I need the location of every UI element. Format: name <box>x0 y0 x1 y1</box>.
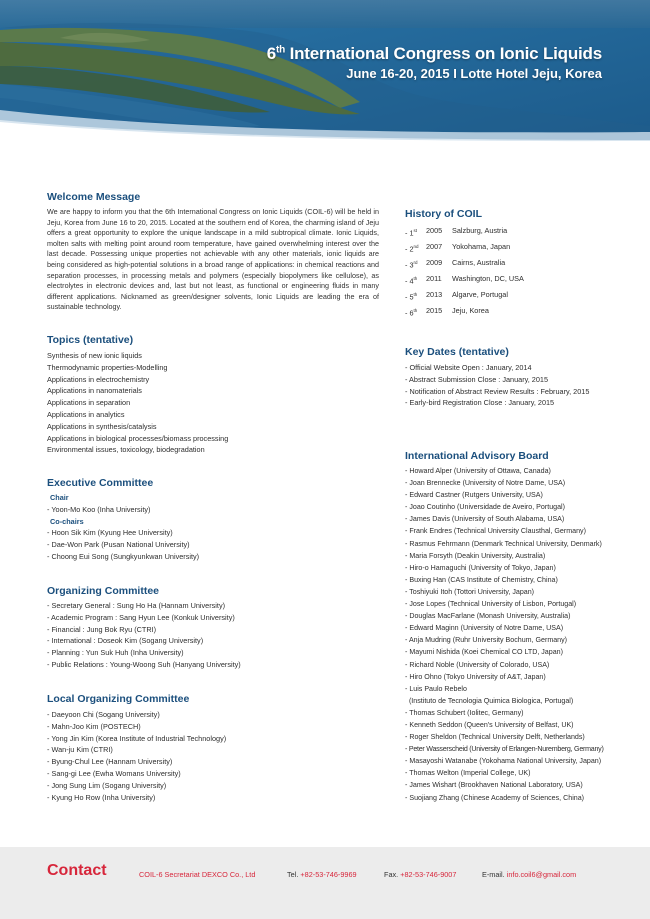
advisory-member: - Edward Maginn (University of Notre Dame, USA) <box>405 624 564 633</box>
organizing-title: Organizing Committee <box>47 585 160 597</box>
advisory-member: - Masayoshi Watanabe (Yokohama National University, Japan) <box>405 757 602 766</box>
topic-item: Applications in electrochemistry <box>47 374 150 384</box>
advisory-member: - Rasmus Fehrmann (Denmark Technical University, Denmark) <box>405 539 602 548</box>
topic-item: Synthesis of new ionic liquids <box>47 351 142 360</box>
executive-list <box>47 492 199 563</box>
history-row: - 1st 2005 Salzburg, Austria <box>405 226 508 238</box>
advisory-member: - Kenneth Seddon (Queen's University of Belfast, UK) <box>405 720 574 729</box>
key-dates-title: Key Dates (tentative) <box>405 346 509 358</box>
organizing-list <box>47 600 241 671</box>
congress-date-venue: June 16-20, 2015 I Lotte Hotel Jeju, Korea <box>346 66 602 81</box>
committee-member: - Yong Jin Kim (Korea Institute of Industrial Technology) <box>47 733 227 743</box>
advisory-member: - Joan Brennecke (University of Notre Dame, USA) <box>405 479 566 488</box>
key-date-item: - Abstract Submission Close : January, 2015 <box>405 374 549 384</box>
topic-item: Applications in biological processes/biomass processing <box>47 433 229 443</box>
advisory-member: - Frank Endres (Technical University Clausthal, Germany) <box>405 527 586 536</box>
advisory-member: - Peter Wasserscheid (University of Erlangen-Nuremberg, Germany) <box>405 745 604 754</box>
key-date-item: - Early-bird Registration Close : January, 2015 <box>405 398 555 408</box>
contact-title: Contact <box>47 862 107 879</box>
advisory-member: - Thomas Welton (Imperial College, UK) <box>405 769 531 778</box>
history-list <box>405 224 524 320</box>
topic-item: Applications in analytics <box>47 409 125 419</box>
advisory-member: - Toshiyuki Itoh (Tottori University, Japan) <box>405 587 535 596</box>
topic-item: Applications in separation <box>47 398 131 408</box>
advisory-member: - Mayumi Nishida (Koei Chemical CO LTD, Japan) <box>405 648 563 657</box>
fax-number: +82-53-746-9007 <box>400 870 457 879</box>
welcome-title: Welcome Message <box>47 191 141 203</box>
fax: Fax. +82-53-746-9007 <box>384 870 457 879</box>
topic-item: Applications in synthesis/catalysis <box>47 421 157 431</box>
advisory-member: - Edward Castner (Rutgers University, USA) <box>405 491 543 500</box>
congress-title: 6th International Congress on Ionic Liquids <box>266 44 602 63</box>
topic-item: Environmental issues, toxicology, biodegradation <box>47 445 205 455</box>
history-row: - 5th 2013 Algarve, Portugal <box>405 290 508 302</box>
key-date-item: - Notification of Abstract Review Results : February, 2015 <box>405 386 590 396</box>
topic-item: Applications in nanomaterials <box>47 386 142 396</box>
history-row: - 3rd 2009 Cairns, Australia <box>405 258 506 270</box>
topics-list <box>47 350 228 456</box>
local-list <box>47 709 226 803</box>
committee-member: - Academic Program : Sang Hyun Lee (Konkuk University) <box>47 612 235 622</box>
committee-member: - Daeyoon Chi (Sogang University) <box>47 710 160 719</box>
advisory-member: - James Davis (University of South Alabama, USA) <box>405 515 565 524</box>
advisory-member: - Maria Forsyth (Deakin University, Australia) <box>405 551 546 560</box>
welcome-text: We are happy to inform you that the 6th International Congress on Ionic Liquids (COIL-6) will be held in Jeju, Korea from June 16 to 20, 2015. Located at the southern end of Korea, the charming island of Jeju offers a great opportunity to explore the unique landscape in a mild subtropical climate. Ionic Liquids, molten salts with melting point around room temperature, have gained overwhelming interest over the last decade. Possessing unique properties not achievable with any other materials, ionic liquids are being considered as high-potential solutions in a broad range of applications: in chemical reactions and separation processes, in processing metals and polymers (especially biopolymers like cellulose), as electrolytes in electronic devices and, last but not least, as functional or engineering fluids in many different applications. Nicknamed as green/designer solvents, Ionic Liquids are leading the era of sustainable technology. <box>47 207 379 312</box>
advisory-member: - Howard Alper (University of Ottawa, Canada) <box>405 467 551 475</box>
phone: Tel. +82-53-746-9969 <box>287 870 357 879</box>
committee-member: - Jong Sung Lim (Sogang University) <box>47 780 167 790</box>
committee-member: - Hoon Sik Kim (Kyung Hee University) <box>47 528 173 538</box>
advisory-member: - Hiro Ohno (Tokyo University of A&T, Japan) <box>405 672 546 681</box>
advisory-member: - Luis Paulo Rebelo <box>405 684 467 693</box>
email-link[interactable]: info.coil6@gmail.com <box>506 870 577 879</box>
committee-member: - Yoon-Mo Koo (Inha University) <box>47 504 151 514</box>
advisory-member: - Jose Lopes (Technical University of Lisbon, Portugal) <box>405 600 577 609</box>
history-title: History of COIL <box>405 208 483 220</box>
committee-member: - Sang-gi Lee (Ewha Womans University) <box>47 768 181 778</box>
committee-member: - Mahn-Joo Kim (POSTECH) <box>47 721 141 731</box>
topics-title: Topics (tentative) <box>47 334 134 346</box>
committee-member: - Choong Eui Song (Sungkyunkwan University) <box>47 551 200 561</box>
advisory-member: (Instituto de Tecnologia Quimica Biologica, Portugal) <box>405 696 574 705</box>
chair-label: Chair <box>50 493 69 502</box>
advisory-member: - Suojiang Zhang (Chinese Academy of Sciences, China) <box>405 793 585 802</box>
committee-member: - Dae-Won Park (Pusan National University) <box>47 540 190 550</box>
email: E-mail. info.coil6@gmail.com <box>482 870 577 879</box>
topic-item: Thermodynamic properties-Modelling <box>47 362 168 372</box>
committee-member: - Wan-ju Kim (CTRI) <box>47 745 113 755</box>
committee-member: - Secretary General : Sung Ho Ha (Hannam University) <box>47 601 226 610</box>
local-title: Local Organizing Committee <box>47 693 190 705</box>
advisory-member: - Hiro-o Hamaguchi (University of Tokyo, Japan) <box>405 563 556 572</box>
advisory-member: - Douglas MacFarlane (Monash University, Australia) <box>405 612 571 621</box>
committee-member: - Planning : Yun Suk Huh (Inha University) <box>47 648 184 658</box>
advisory-member: - James Wishart (Brookhaven National Laboratory, USA) <box>405 781 583 790</box>
advisory-member: - Richard Noble (University of Colorado, USA) <box>405 660 550 669</box>
advisory-title: International Advisory Board <box>405 450 549 462</box>
key-dates-list <box>405 362 589 409</box>
header-banner <box>0 0 650 150</box>
advisory-member: - Anja Mudring (Ruhr University Bochum, Germany) <box>405 636 568 645</box>
advisory-list <box>405 465 604 804</box>
advisory-member: - Roger Sheldon (Technical University Delft, Netherlands) <box>405 733 585 742</box>
secretariat-name: COIL-6 Secretariat DEXCO Co., Ltd <box>139 870 256 879</box>
committee-member: - Public Relations : Young-Woong Suh (Hanyang University) <box>47 659 241 669</box>
cochairs-label: Co-chairs <box>50 516 84 526</box>
phone-link[interactable]: +82-53-746-9969 <box>300 870 357 879</box>
advisory-member: - Joao Coutinho (Universidade de Aveiro, Portugal) <box>405 503 565 512</box>
key-date-item: - Official Website Open : January, 2014 <box>405 363 532 372</box>
committee-member: - Byung-Chul Lee (Hannam University) <box>47 757 173 767</box>
executive-title: Executive Committee <box>47 477 154 489</box>
advisory-member: - Thomas Schubert (Iolitec, Germany) <box>405 708 524 717</box>
advisory-member: - Buxing Han (CAS Institute of Chemistry, China) <box>405 575 558 584</box>
committee-member: - International : Doseok Kim (Sogang University) <box>47 636 204 646</box>
committee-member: - Kyung Ho Row (Inha University) <box>47 792 156 802</box>
history-row: - 4th 2011 Washington, DC, USA <box>405 274 524 286</box>
history-row: - 6th 2015 Jeju, Korea <box>405 306 489 318</box>
contact-footer <box>0 847 650 919</box>
history-row: - 2nd 2007 Yokohama, Japan <box>405 242 511 254</box>
committee-member: - Financial : Jung Bok Ryu (CTRI) <box>47 624 157 634</box>
